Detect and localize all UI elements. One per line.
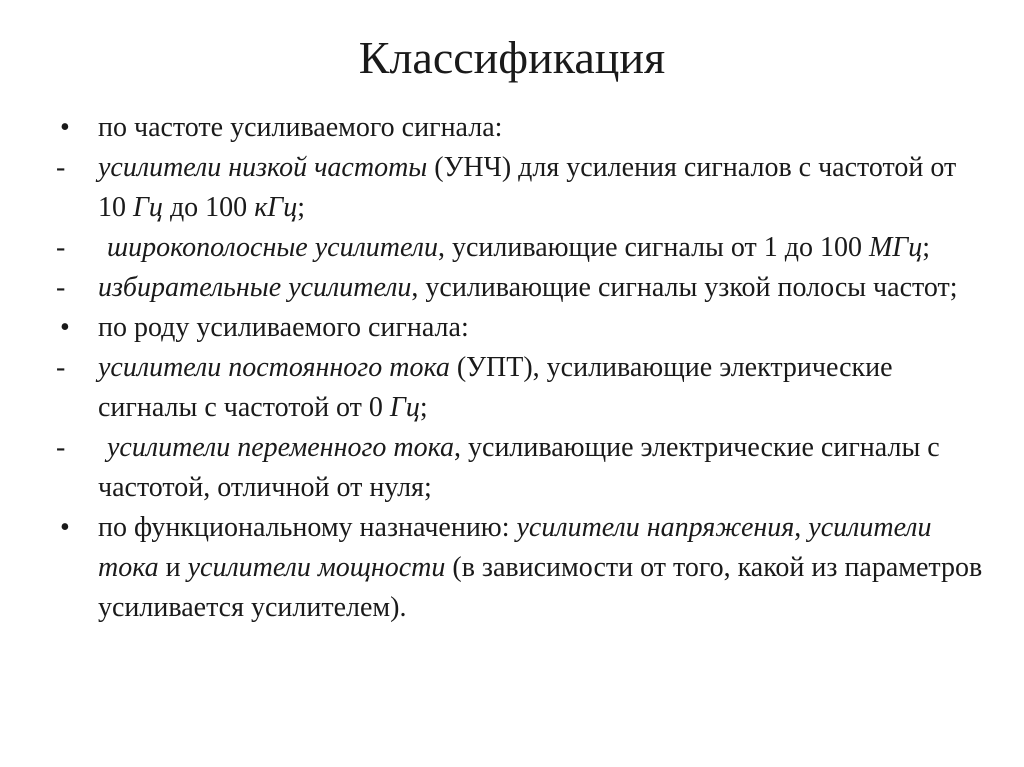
item-term: широкополосные усилители	[107, 232, 438, 263]
item-term: усилители напряжения	[516, 512, 795, 543]
item-term: усилители тока	[98, 512, 932, 583]
item-text: и	[158, 552, 188, 583]
slide-body	[56, 108, 986, 628]
list-item-bullet	[56, 508, 986, 628]
dash-marker: -	[56, 152, 66, 183]
item-text: ;	[922, 232, 931, 263]
list-item-dash	[56, 148, 986, 228]
item-unit: кГц	[254, 192, 298, 223]
item-unit: МГц	[868, 232, 923, 263]
item-text: по роду усиливаемого сигнала:	[98, 312, 469, 343]
bullet-marker: •	[60, 512, 70, 543]
item-unit: Гц	[133, 192, 163, 223]
item-term: усилители постоянного тока	[98, 352, 450, 383]
item-text: по функциональному назначению:	[98, 512, 517, 543]
dash-marker: -	[56, 432, 66, 463]
list-item-bullet	[56, 108, 986, 148]
item-text: , усиливающие сигналы от 1 до 100	[437, 232, 869, 263]
dash-marker: -	[56, 352, 66, 383]
bullet-marker: •	[60, 112, 70, 143]
dash-marker: -	[56, 272, 66, 303]
item-text: ;	[297, 192, 305, 223]
item-text: до 100	[162, 192, 255, 223]
item-term: усилители низкой частоты	[98, 152, 428, 183]
item-text: , усиливающие сигналы узкой полосы частот;	[411, 272, 958, 303]
list-item-dash	[56, 228, 986, 268]
item-term: избирательные усилители	[98, 272, 412, 303]
list-item-bullet	[56, 308, 986, 348]
item-text: (УПТ), усиливающие электрические сигналы с частотой от 0	[98, 352, 893, 423]
list-item-dash	[56, 268, 986, 308]
item-text: ,	[794, 512, 809, 543]
item-text: по частоте усиливаемого сигнала:	[98, 112, 503, 143]
item-text: ;	[419, 392, 428, 423]
item-term: усилители мощности	[187, 552, 446, 583]
slide-title: Классификация	[358, 32, 666, 83]
item-unit: Гц	[389, 392, 420, 423]
item-term: усилители переменного тока	[107, 432, 455, 463]
dash-marker: -	[56, 232, 66, 263]
list-item-dash	[56, 428, 986, 508]
bullet-marker: •	[60, 312, 70, 343]
item-text: , усиливающие электрические сигналы с частотой, отличной от нуля;	[98, 432, 940, 503]
item-text: (УНЧ) для усиления сигналов с частотой от 10	[98, 152, 957, 223]
item-text: (в зависимости от того, какой из параметров усиливается усилителем).	[98, 552, 983, 623]
list-item-dash	[56, 348, 986, 428]
